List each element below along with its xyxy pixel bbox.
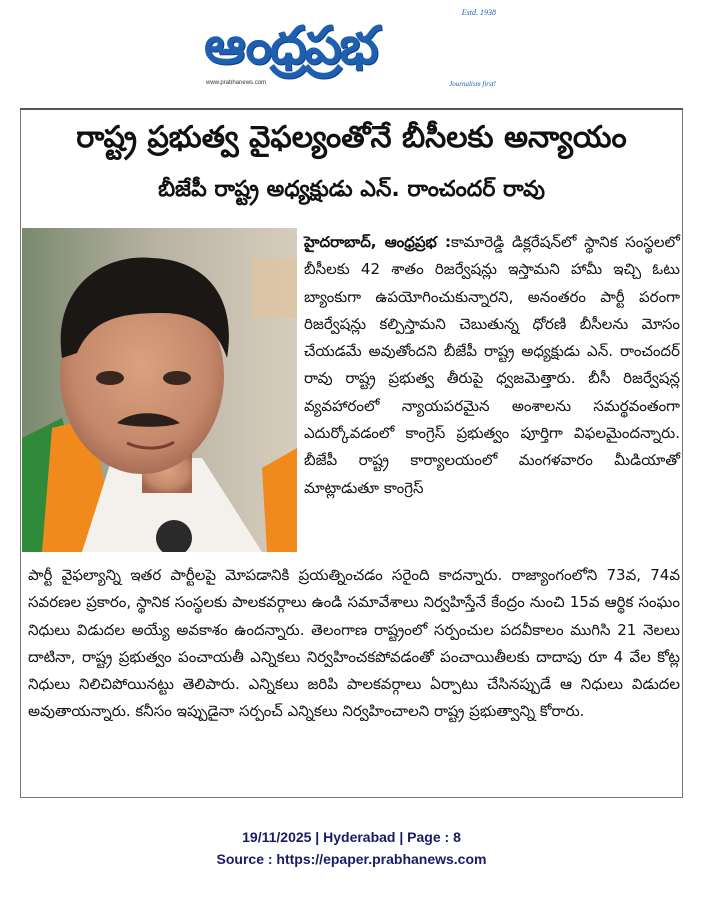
established-year: Estd. 1938 [461,8,496,17]
article-text-wrapped: కామారెడ్డి డిక్లరేషన్‌లో స్థానిక సంస్థలలో బీసీలకు 42 శాతం రిజర్వేషన్లు ఇస్తామని హామీ ఇచ్చి ఓటు బ్యాంకుగా ఉపయోగించుకున్నారని, అనంతరం పార్టీ పరంగా రిజర్వేషన్లు కల్పిస్తామని చెబుతున్న ధోరణి బీసీలను మోసం చేయడమే అవుతోందని బీజేపీ రాష్ట్ర అధ్యక్షుడు ఎన్. రాంచందర్ రావు రాష్ట్ర ప్రభుత్వ తీరుపై ధ్వజమెత్తారు. బీసీ రిజర్వేషన్ల వ్యవహారంలో న్యాయపరమైన అంశాలను సమర్థవంతంగా ఎదుర్కోవడంలో కాంగ్రెస్ ప్రభుత్వం పూర్తిగా విఫలమైందన్నారు. బీజేపీ రాష్ట్ర కార్యాలయంలో మంగళవారం మీడియాతో మాట్లాడుతూ కాంగ్రెస్ [304,233,680,497]
article-photo [22,228,297,552]
tagline: Journalism first! [449,80,496,88]
article-headline: రాష్ట్ర ప్రభుత్వ వైఫల్యంతోనే బీసీలకు అన్యాయం [76,120,627,155]
article-body-wrapped [304,229,680,502]
masthead [200,8,500,88]
article-dateline: హైదరాబాద్, ఆంధ్రప్రభ : [304,233,451,251]
article-subheadline: బీజేపీ రాష్ట్ర అధ్యక్షుడు ఎన్. రాంచందర్ రావు [158,177,545,202]
footer-source: Source : https://epaper.prabhanews.com [216,851,487,867]
article-top-rule [20,108,683,110]
footer-date-page: 19/11/2025 | Hyderabad | Page : 8 [242,829,461,845]
article-text-full: పార్టీ వైఫల్యాన్ని ఇతర పార్టీలపై మోపడానికి ప్రయత్నించడం సరైంది కాదన్నారు. రాజ్యాంగంలోని 73వ, 74వ సవరణల ప్రకారం, స్థానిక సంస్థలకు పాలకవర్గాలు ఉండి సమావేశాలు నిర్వహిస్తేనే కేంద్రం నుంచి 15వ ఆర్థిక సంఘం నిధులు విడుదల అయ్యే అవకాశం ఉందన్నారు. తెలంగాణ రాష్ట్రంలో సర్పంచుల పదవీకాలం ముగిసి 21 నెలలు దాటినా, రాష్ట్ర ప్రభుత్వం పంచాయతీ ఎన్నికలు నిర్వహించకపోవడంతో పంచాయితీలకు దాదాపు రూ 4 వేల కోట్ల నిధులు నిలిచిపోయినట్టు తెలిపారు. ఎన్నికలు జరిపి పాలకవర్గాలు ఏర్పాటు చేసినప్పుడే ఆ నిధులు విడుదల అవుతాయన్నారు. కనీసం ఇప్పుడైనా సర్పంచ్ ఎన్నికలు నిర్వహించాలని రాష్ట్ర ప్రభుత్వాన్ని కోరారు. [28,566,680,721]
newspaper-logo: ఆంధ్రప్రభ [204,16,377,76]
website-label: www.prabhanews.com [206,80,267,86]
portrait-photo-icon [22,228,297,552]
